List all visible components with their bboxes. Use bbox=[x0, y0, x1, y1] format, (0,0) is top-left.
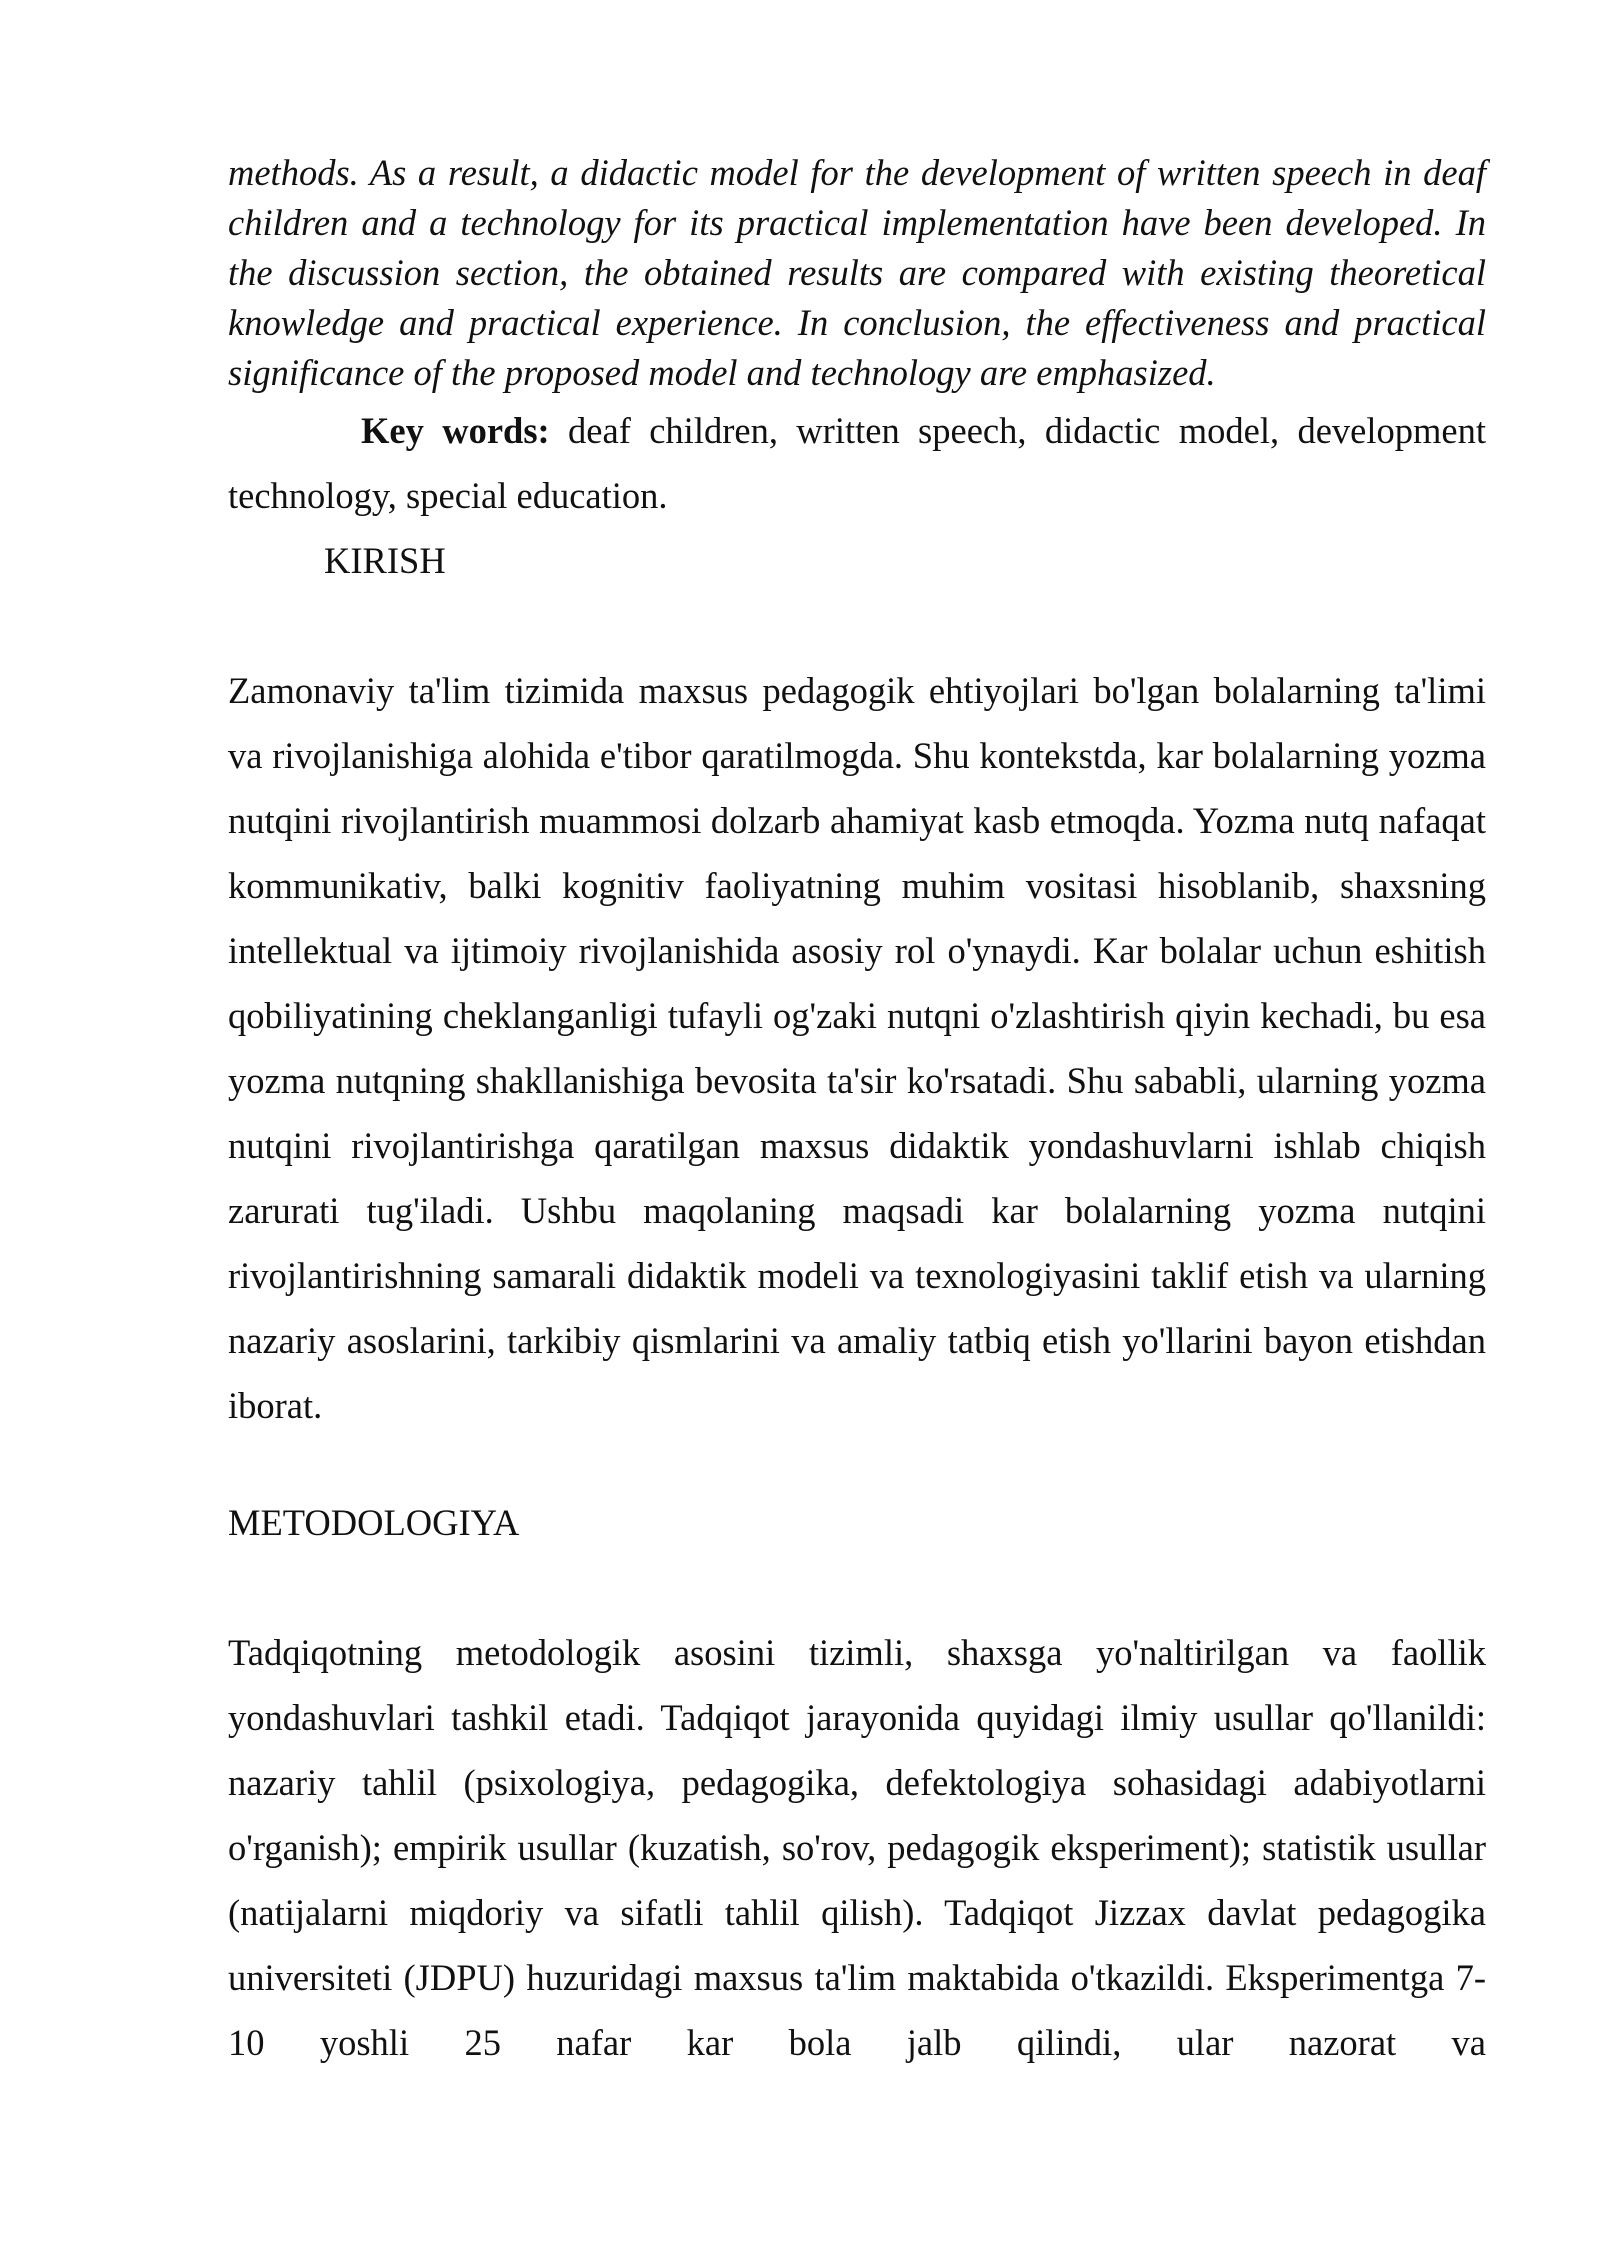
keywords-paragraph bbox=[228, 398, 1486, 528]
abstract-text: methods. As a result, a didactic model for the development of written speech in deaf children and a technology for its practical implementation have been developed. In the discussion section, the obtained results are compared with existing theoretical knowledge and practical experience. In conclusion, the effectiveness and practical significance of the proposed model and technology are emphasized. bbox=[228, 152, 1486, 393]
document-page bbox=[228, 148, 1486, 2075]
section-heading-kirish: KIRISH bbox=[324, 540, 446, 581]
keywords-label: Key words: bbox=[361, 410, 550, 451]
kirish-paragraph: Zamonaviy ta'lim tizimida maxsus pedagogik ehtiyojlari bo'lgan bolalarning ta'limi va rivojlanishiga alohida e'tibor qaratilmogda. Shu kontekstda, kar bolalarning yozma nutqini rivojlantirish muammosi dolzarb ahamiyat kasb etmoqda. Yozma nutq nafaqat kommunikativ, balki kognitiv faoliyatning muhim vositasi hisoblanib, shaxsning intellektual va ijtimoiy rivojlanishida asosiy rol o'ynaydi. Kar bolalar uchun eshitish qobiliyatining cheklanganligi tufayli og'zaki nutqni o'zlashtirish qiyin kechadi, bu esa yozma nutqning shakllanishiga bevosita ta'sir ko'rsatadi. Shu sababli, ularning yozma nutqini rivojlantirishga qaratilgan maxsus didaktik yondashuvlarni ishlab chiqish zarurati tug'iladi. Ushbu maqolaning maqsadi kar bolalarning yozma nutqini rivojlantirishning samarali didaktik modeli va texnologiyasini taklif etish va ularning nazariy asoslarini, tarkibiy qismlarini va amaliy tatbiq etish yo'llarini bayon etishdan iborat. bbox=[228, 670, 1486, 1426]
metodologiya-paragraph: Tadqiqotning metodologik asosini tizimli, shaxsga yo'naltirilgan va faollik yondashuvlari tashkil etadi. Tadqiqot jarayonida quyidagi ilmiy usullar qo'llanildi: nazariy tahlil (psixologiya, pedagogika, defektologiya sohasidagi adabiyotlarni o'rganish); empirik usullar (kuzatish, so'rov, pedagogik eksperiment); statistik usullar (natijalarni miqdoriy va sifatli tahlil qilish). Tadqiqot Jizzax davlat pedagogika universiteti (JDPU) huzuridagi maxsus ta'lim maktabida o'tkazildi. Eksperimentga 7-10 yoshli 25 nafar kar bola jalb qilindi, ular nazorat va bbox=[228, 1632, 1486, 2063]
keywords-text: deaf children, written speech, didactic model, development technology, special education. bbox=[228, 410, 1486, 516]
section-heading-metodologiya: METODOLOGIYA bbox=[228, 1502, 520, 1543]
